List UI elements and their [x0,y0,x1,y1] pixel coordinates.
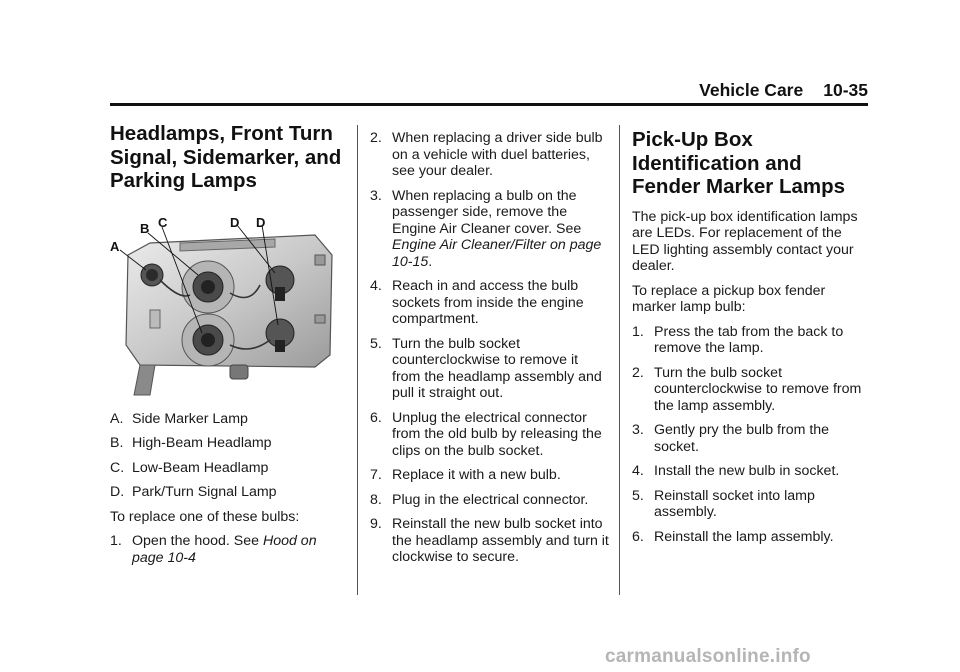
headlamp-diagram [110,215,342,397]
step-item: 2. When replacing a driver side bulb on a vehicle with duel batteries, see your dealer. [370,130,603,179]
legend-item: C. Low-Beam Headlamp [110,459,269,476]
legend-item: B. High-Beam Headlamp [110,435,272,451]
section-heading: Headlamps, Front Turn Signal, Sidemarker, and Parking Lamps [110,122,342,192]
legend-item: A. Side Marker Lamp [110,410,248,427]
step-item: 9. Reinstall the new bulb socket into the headlamp assembly and turn it clockwise to secure. [370,516,609,565]
step-item: 5. Turn the bulb socket counterclockwise to remove it from the headlamp assembly and pull it straight out. [370,335,602,401]
step-item: 1. Press the tab from the back to remove the lamp. [632,323,844,356]
cross-reference-link[interactable]: Engine Air Cleaner/Filter on page 10-15 [392,237,602,270]
step-item: 2. Turn the bulb socket counterclockwise to remove from the lamp assembly. [632,364,862,414]
label-d: D [256,214,266,230]
cross-reference-link[interactable]: Hood on page 10-4 [132,533,317,566]
column-divider [619,125,620,595]
headlamp-illustration [110,215,342,397]
column-divider [357,125,358,595]
body-paragraph: The pick-up box identification lamps are LEDs. For replacement of the LED lighting assembly contact your dealer. [632,208,858,274]
section-heading: Pick-Up Box Identification and Fender Marker Lamps [632,128,846,198]
step-item: 3. When replacing a bulb on the passenger side, remove the Engine Air Cleaner cover. See Engine Air Cleaner/Filter on page 10-15. [370,187,602,270]
step-item: 7. Replace it with a new bulb. [370,467,561,483]
intro-text: To replace one of these bulbs: [110,508,300,525]
page-header [110,80,868,106]
watermark: carmanualsonline.info [605,646,811,667]
step-item: 6. Reinstall the lamp assembly. [632,528,834,545]
section-title: Vehicle Care [699,80,804,100]
column-right [632,122,872,553]
label-c: C [158,214,168,230]
page-number: 10-35 [823,80,868,100]
step-item: 1. Open the hood. See Hood on page 10-4 [110,533,317,566]
step-item: 8. Plug in the electrical connector. [370,491,589,508]
column-middle [370,130,610,574]
step-item: 5. Reinstall socket into lamp assembly. [632,487,815,520]
label-d: D [230,214,240,230]
column-left [110,122,342,574]
step-item: 4. Reach in and access the bulb sockets from inside the engine compartment. [370,278,584,327]
legend-item: D. Park/Turn Signal Lamp [110,484,277,500]
label-b: B [140,220,150,236]
body-paragraph: To replace a pickup box fender marker lamp bulb: [632,282,826,315]
step-item: 4. Install the new bulb in socket. [632,463,840,479]
step-item: 3. Gently pry the bulb from the socket. [632,422,830,455]
step-item: 6. Unplug the electrical connector from the old bulb by releasing the clips on the bulb socket. [370,409,602,459]
label-a: A [110,238,120,254]
